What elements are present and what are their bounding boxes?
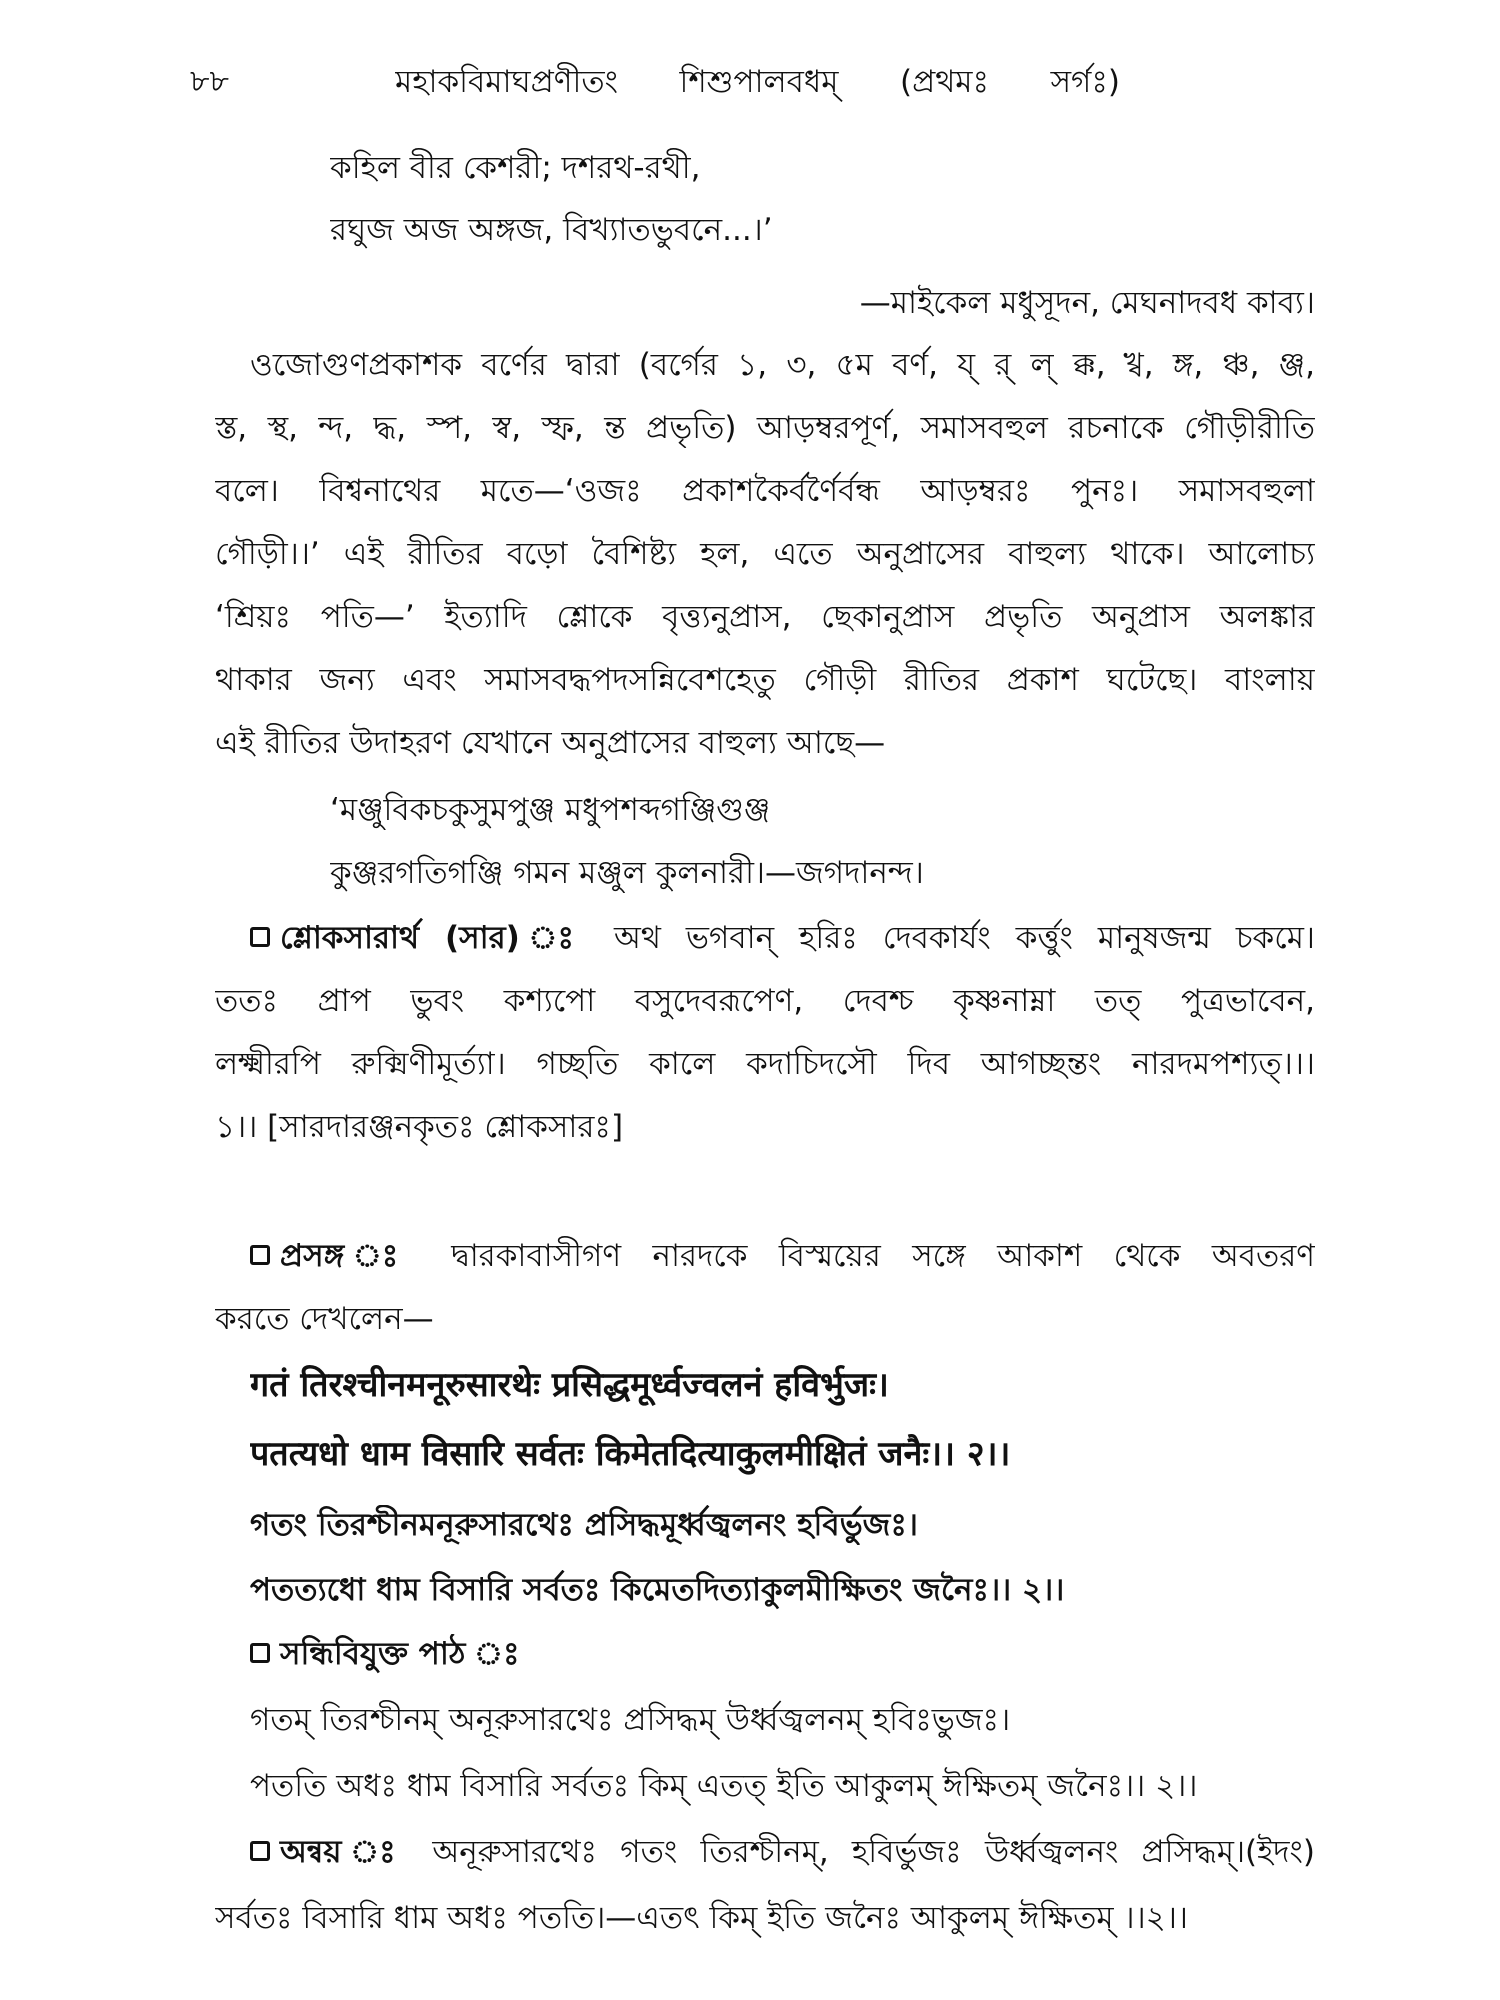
- sandhi-heading: [250, 1634, 1315, 1674]
- prasanga-line-1: [250, 1236, 1315, 1276]
- paragraph-line-6: থাকার জন্য এবং সমাসবদ্ধপদসন্নিবেশহেতু গৌড়ী রীতির প্রকাশ ঘটেছে। বাংলায়: [215, 662, 1315, 698]
- slokasar-line-3: লক্ষ্মীরপি রুক্মিণীমূর্ত্যা। গচ্ছতি কালে কদাচিদসৌ দিব আগচ্ছন্তং নারদমপশ্যত্।।।: [215, 1046, 1315, 1082]
- slokasar-label: শ্লোকসারার্থ (সার) ঃ: [280, 920, 590, 956]
- sandhi-label: সন্ধিবিযুক্ত পাঠ ঃ: [280, 1636, 520, 1672]
- quote-attribution: —মাইকেল মধুসূদন, মেঘনাদবধ কাব্য।: [859, 285, 1315, 321]
- checkbox-bullet-icon: [250, 927, 270, 947]
- verse-bengali-line-1: গতং তিরশ্চীনমনূরুসারথেঃ প্রসিদ্ধমূর্ধ্বজ্বলনং হবির্ভুজঃ।: [250, 1507, 919, 1543]
- paragraph-line-3: বলে। বিশ্বনাথের মতে—‘ওজঃ প্রকাশকৈর্বর্ণৈর্বন্ধ আড়ম্বরঃ পুনঃ। সমাসবহুলা: [215, 473, 1315, 509]
- checkbox-bullet-icon: [250, 1643, 270, 1663]
- slokasar-text-1: অথ ভগবান্ হরিঃ দেবকার্যং কর্ত্তুং মানুষজন্ম চকমে।: [614, 920, 1315, 956]
- paragraph-line-2: স্ত, স্থ, ন্দ, দ্ধ, স্প, স্ব, স্ফ, ন্ত প্রভৃতি) আড়ম্বরপূর্ণ, সমাসবহুল রচনাকে গৌড়ীরীতি: [215, 410, 1315, 446]
- verse-bengali-line-2: পতত্যধো ধাম বিসারি সর্বতঃ কিমেতদিত্যাকুলমীক্ষিতং জনৈঃ।। ২।।: [250, 1572, 1065, 1608]
- verse-devanagari-line-2: पतत्यधो धाम विसारि सर्वतः किमेतदित्याकुलमीक्षितं जनैः।। २।।: [250, 1434, 1011, 1474]
- checkbox-bullet-icon: [250, 1245, 270, 1265]
- verse-devanagari-line-1: गतं तिरश्चीनमनूरुसारथेः प्रसिद्धमूर्ध्वज्वलनं हविर्भुजः।: [250, 1365, 889, 1405]
- slokasar-line-1: [250, 918, 1315, 958]
- quote-line-1: কহিল বীর কেশরী; দশরথ-রথী,: [330, 150, 701, 186]
- paragraph-line-1: ওজোগুণপ্রকাশক বর্ণের দ্বারা (বর্গের ১, ৩, ৫ম বর্ণ, য্ র্ ল্ ক্ক, খ্ব, ঙ্গ, ঞ্চ, ঞ্জ,: [250, 347, 1315, 383]
- sandhi-line-2: পততি অধঃ ধাম বিসারি সর্বতঃ কিম্ এতত্ ইতি আকুলম্ ঈক্ষিতম্ জনৈঃ।। ২।।: [250, 1768, 1198, 1804]
- slokasar-line-2: ততঃ প্রাপ ভুবং কশ্যপো বসুদেবরূপেণ, দেবশ্চ কৃষ্ণনাম্না তত্ পুত্রভাবেন,: [215, 983, 1315, 1019]
- prasanga-line-2: করতে দেখলেন—: [215, 1301, 434, 1337]
- paragraph-line-7: এই রীতির উদাহরণ যেখানে অনুপ্রাসের বাহুল্য আছে—: [215, 725, 886, 761]
- paragraph-line-4: গৌড়ী।।’ এই রীতির বড়ো বৈশিষ্ট্য হল, এতে অনুপ্রাসের বাহুল্য থাকে। আলোচ্য: [215, 536, 1315, 572]
- anvaya-line-2: সর্বতঃ বিসারি ধাম অধঃ পততি।—এতৎ কিম্ ইতি জনৈঃ আকুলম্ ঈক্ষিতম্ ।।২।।: [215, 1900, 1188, 1936]
- quote-line-2: রঘুজ অজ অঙ্গজ, বিখ্যাতভুবনে...।’: [330, 212, 773, 248]
- page-number: ৮৮: [190, 64, 229, 99]
- example-line-2: কুঞ্জরগতিগঞ্জি গমন মঞ্জুল কুলনারী।—জগদানন্দ।: [330, 855, 924, 891]
- paragraph-line-5: ‘শ্রিয়ঃ পতি—’ ইত্যাদি শ্লোকে বৃত্ত্যনুপ্রাস, ছেকানুপ্রাস প্রভৃতি অনুপ্রাস অলঙ্কার: [215, 599, 1315, 635]
- prasanga-text-1: দ্বারকাবাসীগণ নারদকে বিস্ময়ের সঙ্গে আকাশ থেকে অবতরণ: [451, 1238, 1315, 1274]
- checkbox-bullet-icon: [250, 1841, 270, 1861]
- anvaya-label: অন্বয় ঃ: [280, 1834, 410, 1870]
- anvaya-text-1: অনূরুসারথেঃ গতং তিরশ্চীনম্, হবির্ভুজঃ উর্ধ্বজ্বলনং প্রসিদ্ধম্।(ইদং): [432, 1834, 1315, 1870]
- sandhi-line-1: গতম্ তিরশ্চীনম্ অনূরুসারথেঃ প্রসিদ্ধম্ উর্ধ্বজ্বলনম্ হবিঃভুজঃ।: [250, 1702, 1011, 1738]
- slokasar-line-4: ১।। [সারদারঞ্জনকৃতঃ শ্লোকসারঃ]: [215, 1109, 624, 1145]
- example-line-1: ‘মঞ্জুবিকচকুসুমপুঞ্জ মধুপশব্দগঞ্জিগুঞ্জ: [330, 792, 771, 828]
- anvaya-line-1: [250, 1832, 1315, 1872]
- prasanga-label: প্রসঙ্গ ঃ: [280, 1238, 420, 1274]
- running-title: মহাকবিমাঘপ্রণীতং শিশুপালবধম্ (প্রথমঃ সর্গঃ): [395, 64, 1120, 100]
